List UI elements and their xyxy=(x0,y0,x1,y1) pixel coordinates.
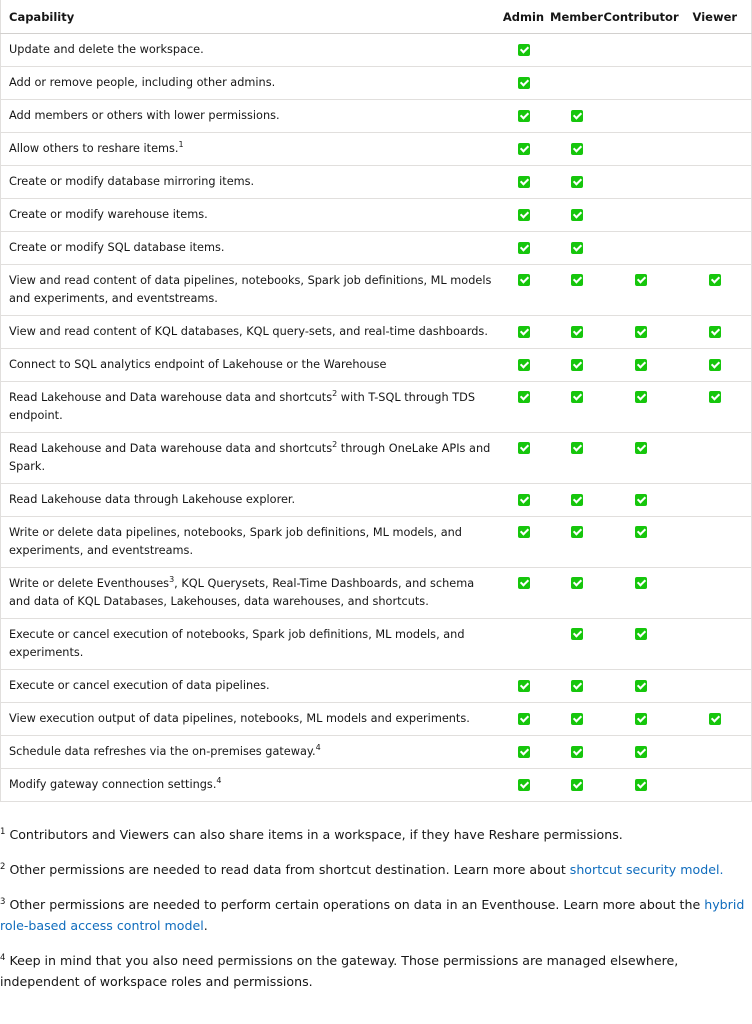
check-icon xyxy=(571,359,583,371)
footnote-text: Other permissions are needed to perform certain operations on data in an Eventhouse. Learn more about the xyxy=(9,897,705,912)
table-row xyxy=(1,703,752,736)
contributor-cell xyxy=(604,703,679,736)
capability-cell xyxy=(1,265,498,316)
check-icon xyxy=(635,442,647,454)
check-icon xyxy=(571,779,583,791)
viewer-cell xyxy=(679,769,752,802)
footnote-text-end: . xyxy=(203,918,208,933)
check-icon xyxy=(709,359,721,371)
viewer-cell xyxy=(679,382,752,433)
footnote-ref: 2 xyxy=(332,389,338,399)
member-cell xyxy=(550,703,604,736)
member-cell xyxy=(550,349,604,382)
member-cell xyxy=(550,166,604,199)
member-cell xyxy=(550,133,604,166)
capability-cell xyxy=(1,517,498,568)
check-icon xyxy=(635,274,647,286)
capability-text: Read Lakehouse and Data warehouse data and shortcuts xyxy=(9,442,333,455)
header-member: Member xyxy=(550,0,604,34)
viewer-cell xyxy=(679,619,752,670)
viewer-cell xyxy=(679,166,752,199)
check-icon xyxy=(571,680,583,692)
check-icon xyxy=(518,110,530,122)
member-cell xyxy=(550,382,604,433)
capability-cell xyxy=(1,67,498,100)
check-icon xyxy=(635,391,647,403)
capability-text: Create or modify database mirroring items. xyxy=(9,175,255,188)
capability-cell xyxy=(1,166,498,199)
capability-text: Add members or others with lower permissions. xyxy=(9,109,280,122)
check-icon xyxy=(571,110,583,122)
check-icon xyxy=(571,242,583,254)
capability-text: Allow others to reshare items. xyxy=(9,142,179,155)
admin-cell xyxy=(498,100,550,133)
member-cell xyxy=(550,619,604,670)
contributor-cell xyxy=(604,382,679,433)
table-row xyxy=(1,769,752,802)
viewer-cell xyxy=(679,100,752,133)
check-icon xyxy=(518,176,530,188)
check-icon xyxy=(518,143,530,155)
contributor-cell xyxy=(604,619,679,670)
footnote-number: 2 xyxy=(0,861,6,872)
member-cell xyxy=(550,769,604,802)
member-cell xyxy=(550,199,604,232)
member-cell xyxy=(550,517,604,568)
admin-cell xyxy=(498,568,550,619)
capability-cell xyxy=(1,349,498,382)
hybrid-rbac-model-link[interactable]: hybrid role-based access control model xyxy=(0,897,745,933)
header-capability: Capability xyxy=(1,0,498,34)
table-row xyxy=(1,232,752,265)
capability-text: Read Lakehouse and Data warehouse data and shortcuts xyxy=(9,391,333,404)
contributor-cell xyxy=(604,484,679,517)
capability-text: Create or modify warehouse items. xyxy=(9,208,208,221)
admin-cell xyxy=(498,517,550,568)
footnotes xyxy=(0,824,752,1006)
viewer-cell xyxy=(679,670,752,703)
viewer-cell xyxy=(679,517,752,568)
admin-cell xyxy=(498,265,550,316)
capability-cell xyxy=(1,382,498,433)
check-icon xyxy=(571,628,583,640)
footnote-number: 3 xyxy=(0,896,6,907)
footnote-number: 4 xyxy=(0,952,6,963)
admin-cell xyxy=(498,670,550,703)
contributor-cell xyxy=(604,517,679,568)
check-icon xyxy=(635,577,647,589)
check-icon xyxy=(709,713,721,725)
footnote-ref: 2 xyxy=(332,440,338,450)
capability-cell xyxy=(1,133,498,166)
contributor-cell xyxy=(604,199,679,232)
capability-cell xyxy=(1,703,498,736)
viewer-cell xyxy=(679,265,752,316)
admin-cell xyxy=(498,166,550,199)
footnote-1 xyxy=(0,824,752,845)
member-cell xyxy=(550,316,604,349)
contributor-cell xyxy=(604,166,679,199)
member-cell xyxy=(550,34,604,67)
check-icon xyxy=(518,359,530,371)
table-row xyxy=(1,670,752,703)
check-icon xyxy=(518,44,530,56)
table-row xyxy=(1,517,752,568)
check-icon xyxy=(518,242,530,254)
table-row xyxy=(1,265,752,316)
admin-cell xyxy=(498,67,550,100)
footnote-ref: 4 xyxy=(216,776,222,786)
member-cell xyxy=(550,100,604,133)
table-row xyxy=(1,736,752,769)
table-row xyxy=(1,100,752,133)
contributor-cell xyxy=(604,133,679,166)
viewer-cell xyxy=(679,232,752,265)
footnote-ref: 1 xyxy=(178,140,184,150)
admin-cell xyxy=(498,34,550,67)
contributor-cell xyxy=(604,34,679,67)
table-row xyxy=(1,133,752,166)
table-row xyxy=(1,433,752,484)
header-contributor: Contributor xyxy=(604,0,679,34)
admin-cell xyxy=(498,382,550,433)
footnote-number: 1 xyxy=(0,826,6,837)
table-header-row xyxy=(1,0,752,34)
check-icon xyxy=(709,391,721,403)
check-icon xyxy=(518,326,530,338)
admin-cell xyxy=(498,199,550,232)
table-row xyxy=(1,349,752,382)
table-row xyxy=(1,568,752,619)
admin-cell xyxy=(498,736,550,769)
check-icon xyxy=(571,746,583,758)
capability-text: Write or delete data pipelines, notebooks, Spark job definitions, ML models, and experiments, and eventstreams. xyxy=(9,526,462,557)
footnote-text: Keep in mind that you also need permissions on the gateway. Those permissions are managed elsewhere, independent of workspace roles and permissions. xyxy=(0,953,679,989)
table-row xyxy=(1,316,752,349)
check-icon xyxy=(518,746,530,758)
table-row xyxy=(1,67,752,100)
check-icon xyxy=(635,680,647,692)
check-icon xyxy=(571,391,583,403)
member-cell xyxy=(550,433,604,484)
check-icon xyxy=(635,359,647,371)
footnote-ref: 4 xyxy=(315,743,321,753)
capability-text: Connect to SQL analytics endpoint of Lakehouse or the Warehouse xyxy=(9,358,387,371)
table-row xyxy=(1,619,752,670)
capability-text: Execute or cancel execution of notebooks, Spark job definitions, ML models, and experiments. xyxy=(9,628,465,659)
capability-cell xyxy=(1,34,498,67)
contributor-cell xyxy=(604,232,679,265)
viewer-cell xyxy=(679,199,752,232)
admin-cell xyxy=(498,232,550,265)
check-icon xyxy=(571,713,583,725)
check-icon xyxy=(518,274,530,286)
check-icon xyxy=(709,326,721,338)
check-icon xyxy=(635,526,647,538)
table-row xyxy=(1,34,752,67)
capability-text: Update and delete the workspace. xyxy=(9,43,204,56)
admin-cell xyxy=(498,433,550,484)
capability-text: View execution output of data pipelines, notebooks, ML models and experiments. xyxy=(9,712,470,725)
member-cell xyxy=(550,265,604,316)
check-icon xyxy=(518,209,530,221)
check-icon xyxy=(571,442,583,454)
check-icon xyxy=(635,713,647,725)
footnote-2 xyxy=(0,859,752,880)
capability-cell xyxy=(1,232,498,265)
check-icon xyxy=(571,274,583,286)
viewer-cell xyxy=(679,484,752,517)
capability-cell xyxy=(1,619,498,670)
check-icon xyxy=(571,577,583,589)
check-icon xyxy=(635,628,647,640)
viewer-cell xyxy=(679,433,752,484)
contributor-cell xyxy=(604,433,679,484)
capability-cell xyxy=(1,670,498,703)
capability-text: Execute or cancel execution of data pipelines. xyxy=(9,679,270,692)
admin-cell xyxy=(498,484,550,517)
check-icon xyxy=(518,391,530,403)
check-icon xyxy=(635,779,647,791)
admin-cell xyxy=(498,619,550,670)
table-row xyxy=(1,484,752,517)
capability-text: Read Lakehouse data through Lakehouse explorer. xyxy=(9,493,296,506)
contributor-cell xyxy=(604,769,679,802)
contributor-cell xyxy=(604,100,679,133)
capability-text: Schedule data refreshes via the on-premises gateway. xyxy=(9,745,316,758)
check-icon xyxy=(571,176,583,188)
admin-cell xyxy=(498,769,550,802)
check-icon xyxy=(571,143,583,155)
capability-text: Add or remove people, including other admins. xyxy=(9,76,276,89)
member-cell xyxy=(550,670,604,703)
check-icon xyxy=(571,494,583,506)
admin-cell xyxy=(498,349,550,382)
viewer-cell xyxy=(679,316,752,349)
capability-text-cont: with T-SQL through TDS endpoint. xyxy=(9,391,476,422)
check-icon xyxy=(518,77,530,89)
viewer-cell xyxy=(679,34,752,67)
capability-cell xyxy=(1,199,498,232)
member-cell xyxy=(550,484,604,517)
contributor-cell xyxy=(604,265,679,316)
capability-text-cont: through OneLake APIs and Spark. xyxy=(9,442,491,473)
capability-cell xyxy=(1,433,498,484)
check-icon xyxy=(571,209,583,221)
check-icon xyxy=(518,577,530,589)
footnote-4 xyxy=(0,950,752,992)
capability-text: Write or delete Eventhouses xyxy=(9,577,170,590)
admin-cell xyxy=(498,316,550,349)
contributor-cell xyxy=(604,316,679,349)
header-admin: Admin xyxy=(498,0,550,34)
admin-cell xyxy=(498,133,550,166)
check-icon xyxy=(518,442,530,454)
contributor-cell xyxy=(604,670,679,703)
capability-text: View and read content of KQL databases, KQL query-sets, and real-time dashboards. xyxy=(9,325,488,338)
admin-cell xyxy=(498,703,550,736)
table-row xyxy=(1,382,752,433)
contributor-cell xyxy=(604,568,679,619)
member-cell xyxy=(550,232,604,265)
viewer-cell xyxy=(679,703,752,736)
footnote-ref: 3 xyxy=(169,575,175,585)
capability-text: Create or modify SQL database items. xyxy=(9,241,225,254)
shortcut-security-model-link[interactable]: shortcut security model. xyxy=(569,862,724,877)
member-cell xyxy=(550,568,604,619)
capability-cell xyxy=(1,100,498,133)
check-icon xyxy=(518,680,530,692)
capability-text: Modify gateway connection settings. xyxy=(9,778,217,791)
viewer-cell xyxy=(679,349,752,382)
contributor-cell xyxy=(604,736,679,769)
capability-text: View and read content of data pipelines, notebooks, Spark job definitions, ML models and experiments, and eventstreams. xyxy=(9,274,492,305)
capability-cell xyxy=(1,316,498,349)
check-icon xyxy=(518,713,530,725)
contributor-cell xyxy=(604,67,679,100)
viewer-cell xyxy=(679,568,752,619)
footnote-text: Contributors and Viewers can also share items in a workspace, if they have Reshare permissions. xyxy=(9,827,623,842)
header-viewer: Viewer xyxy=(679,0,752,34)
check-icon xyxy=(635,494,647,506)
viewer-cell xyxy=(679,67,752,100)
capability-cell xyxy=(1,769,498,802)
viewer-cell xyxy=(679,736,752,769)
table-row xyxy=(1,199,752,232)
capability-text-cont: , KQL Querysets, Real-Time Dashboards, and schema and data of KQL Databases, Lakehouses, data warehouses, and shortcuts. xyxy=(9,577,475,608)
check-icon xyxy=(518,779,530,791)
check-icon xyxy=(571,326,583,338)
footnote-3 xyxy=(0,894,752,936)
table-row xyxy=(1,166,752,199)
check-icon xyxy=(571,526,583,538)
contributor-cell xyxy=(604,349,679,382)
check-icon xyxy=(635,326,647,338)
capability-cell xyxy=(1,568,498,619)
viewer-cell xyxy=(679,133,752,166)
check-icon xyxy=(635,746,647,758)
capability-cell xyxy=(1,484,498,517)
check-icon xyxy=(518,526,530,538)
footnote-text: Other permissions are needed to read data from shortcut destination. Learn more about xyxy=(9,862,570,877)
member-cell xyxy=(550,67,604,100)
member-cell xyxy=(550,736,604,769)
capability-cell xyxy=(1,736,498,769)
check-icon xyxy=(518,494,530,506)
check-icon xyxy=(709,274,721,286)
